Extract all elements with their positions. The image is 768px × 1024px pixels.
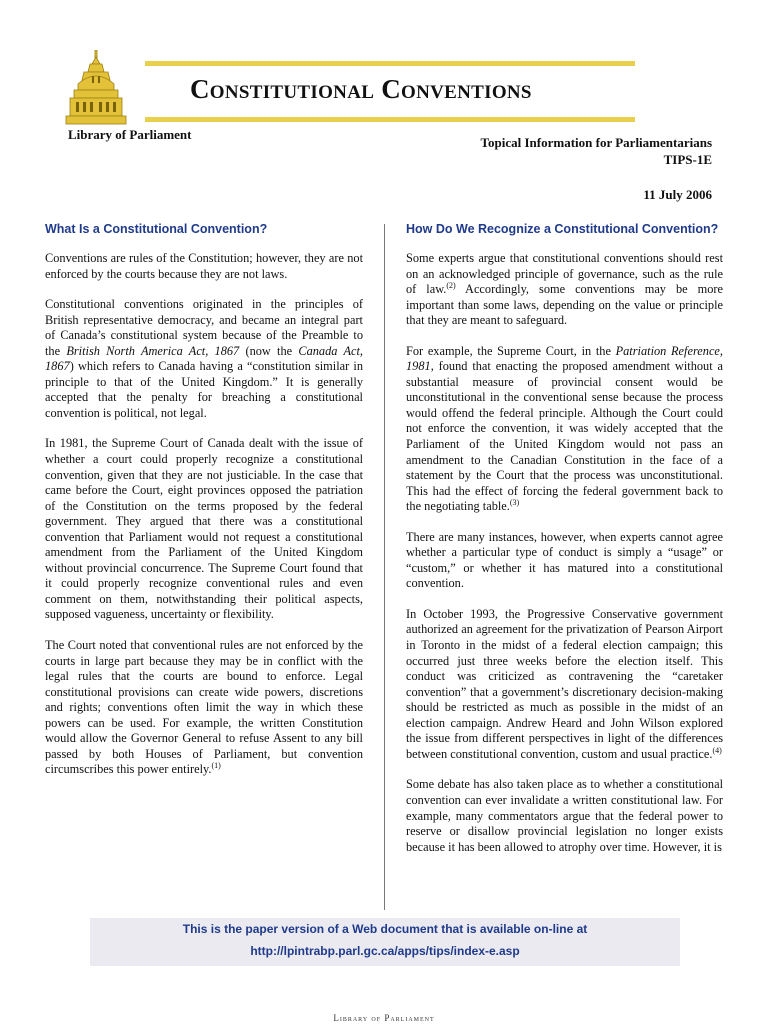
document-code: TIPS-1E	[663, 152, 712, 167]
right-column	[406, 222, 723, 870]
column-divider	[384, 224, 385, 910]
page-footer: Library of Parliament	[333, 1013, 435, 1023]
footnote-ref[interactable]: (4)	[712, 745, 722, 755]
paragraph: Constitutional conventions originated in the principles of British representative democracy, and became an integral part of Canada’s constitutional system because of the Preamble to the British North America Act, 1867 (now the Canada Act, 1867) which refers to Canada having a “constitution similar in principle to that of the United Kingdom.” It is generally accepted that the penalty for breaching a constitutional convention is political, not legal.	[45, 297, 363, 420]
section-heading-what: What Is a Constitutional Convention?	[45, 222, 268, 236]
paragraph: Conventions are rules of the Constitution; however, they are not enforced by the courts because they are not laws.	[45, 251, 363, 281]
document-date: 11 July 2006	[643, 187, 712, 202]
paragraph: For example, the Supreme Court, in the Patriation Reference, 1981, found that enacting the proposed amendment without a substantial measure of provincial consent would be unconstitutional in the conventional sense because the process would offend the federal principle. Although the Court could not enforce the convention, it was widely accepted that the Parliament of the United Kingdom would not pass an amendment to the Canadian Constitution in the face of a statement by the Court that the process was unconstitutional. This had the effect of forcing the federal government back to the negotiating table.$^{(3)}$	[406, 343, 723, 514]
footnote-ref[interactable]: (2)	[446, 280, 456, 290]
paragraph: In October 1993, the Progressive Conservative government authorized an agreement for the privatization of Pearson Airport in Toronto in the midst of a federal election campaign; this occurred just three weeks before the election itself. This conduct was criticized as contravening the “caretaker convention” that a government’s discretionary decision-making should be restricted as much as possible in the midst of an election campaign. Andrew Heard and John Wilson explored the issue from different perspectives in light of the differences between constitutional convention, custom and usual practice.$^{(4)}$	[406, 606, 723, 761]
paragraph: Some debate has also taken place as to whether a constitutional convention can ever invalidate a written constitutional law. For example, many commentators argue that the federal power to reserve or disallow provincial legislation no longer exists because it has been allowed to atrophy over time. However, it is	[406, 777, 723, 854]
series-name: Topical Information for Parliamentarians	[480, 135, 712, 150]
section-heading-how: How Do We Recognize a Constitutional Convention?	[406, 222, 719, 236]
footnote-ref[interactable]: (3)	[509, 498, 520, 508]
paragraph: Some experts argue that constitutional conventions should rest on an acknowledged principle of governance, such as the rule of law.$^{(2)}$ Accordingly, some conventions may be more important than some laws, depending on the value or principle that they are meant to safeguard.	[406, 251, 723, 328]
parliament-library-dome-icon	[64, 50, 132, 126]
library-name: Library of Parliament	[68, 127, 192, 142]
notice-url-link[interactable]: http://lpintrabp.parl.gc.ca/apps/tips/index-e.asp	[250, 944, 520, 958]
paragraph: There are many instances, however, when experts cannot agree whether a particular type of conduct is simply a “usage” or “custom,” or whether it has matured into a constitutional convention.	[406, 529, 723, 591]
page-title: Constitutional Conventions	[190, 74, 532, 104]
paragraph: In 1981, the Supreme Court of Canada dealt with the issue of whether a court could properly recognize a constitutional convention, given that they are not justiciable. In the case that came before the Court, eight provinces opposed the patriation of the Constitution on the terms proposed by the federal government. They argued that there was a constitutional convention that Parliament would not request a constitutional amendment from the Parliament of the United Kingdom without provincial concurrence. The Supreme Court found that it could properly recognize conventional rules and even comment on them, notwithstanding their political aspects, supposed vagueness, uncertainty or flexibility.	[45, 436, 363, 622]
notice-text: This is the paper version of a Web document that is available on-line at	[182, 922, 588, 936]
left-column	[45, 222, 363, 793]
header-rule-top	[145, 61, 635, 66]
paragraph: The Court noted that conventional rules are not enforced by the courts in large part because they may be in conflict with the legal rules that the courts are bound to enforce. Legal constitutional provisions can create wide powers, discretions and rights; conventions often limit the way in which these powers can be used. For example, the written Constitution would allow the Governor General to refuse Assent to any bill passed by both Houses of Parliament, but convention circumscribes this power entirely.$^{(1)}$	[45, 638, 363, 777]
footnote-ref[interactable]: (1)	[211, 761, 221, 771]
web-version-notice	[90, 918, 680, 966]
header-rule-bottom	[145, 117, 635, 122]
